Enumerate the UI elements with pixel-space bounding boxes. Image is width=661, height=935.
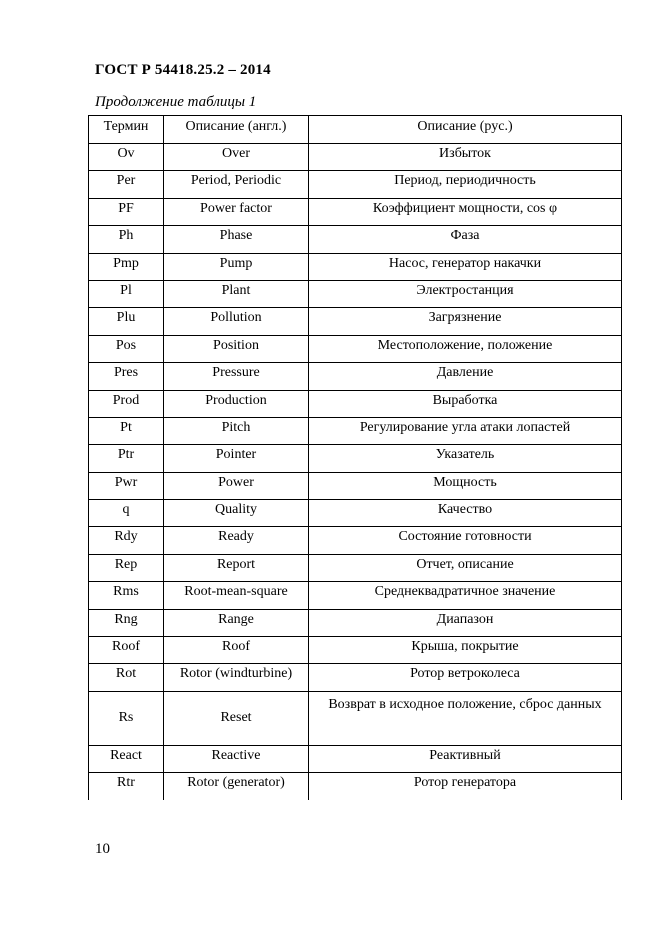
table-row xyxy=(89,198,622,225)
table-row xyxy=(89,280,622,307)
term-cell: Plu xyxy=(89,308,164,335)
en-description-cell: Phase xyxy=(164,226,309,253)
term-cell: Rep xyxy=(89,554,164,581)
table-row xyxy=(89,417,622,444)
en-description-cell: Rotor (generator) xyxy=(164,773,309,800)
ru-description-cell: Избыток xyxy=(309,144,622,171)
table-row xyxy=(89,637,622,664)
table-row xyxy=(89,335,622,362)
en-description-cell: Pollution xyxy=(164,308,309,335)
ru-description-cell: Период, периодичность xyxy=(309,171,622,198)
en-description-cell: Quality xyxy=(164,500,309,527)
table-row xyxy=(89,745,622,772)
en-description-cell: Power xyxy=(164,472,309,499)
header-row xyxy=(89,116,622,144)
term-cell: Pl xyxy=(89,280,164,307)
table-row xyxy=(89,527,622,554)
ru-description-cell: Отчет, описание xyxy=(309,554,622,581)
ru-description-cell: Ротор ветроколеса xyxy=(309,664,622,691)
column-header-en: Описание (англ.) xyxy=(164,116,309,144)
ru-description-cell: Диапазон xyxy=(309,609,622,636)
en-description-cell: Reset xyxy=(164,691,309,745)
term-cell: PF xyxy=(89,198,164,225)
en-description-cell: Pressure xyxy=(164,363,309,390)
ru-description-cell: Выработка xyxy=(309,390,622,417)
term-cell: Pos xyxy=(89,335,164,362)
en-description-cell: Rotor (windturbine) xyxy=(164,664,309,691)
en-description-cell: Pump xyxy=(164,253,309,280)
en-description-cell: Report xyxy=(164,554,309,581)
terms-table xyxy=(88,115,622,800)
ru-description-cell: Указатель xyxy=(309,445,622,472)
term-cell: Rdy xyxy=(89,527,164,554)
term-cell: q xyxy=(89,500,164,527)
table-row xyxy=(89,445,622,472)
ru-description-cell: Мощность xyxy=(309,472,622,499)
term-cell: Rot xyxy=(89,664,164,691)
column-header-term: Термин xyxy=(89,116,164,144)
table-row xyxy=(89,609,622,636)
ru-description-cell: Местоположение, положение xyxy=(309,335,622,362)
term-cell: React xyxy=(89,745,164,772)
en-description-cell: Root-mean-square xyxy=(164,582,309,609)
ru-description-cell: Качество xyxy=(309,500,622,527)
table-row xyxy=(89,500,622,527)
term-cell: Pwr xyxy=(89,472,164,499)
term-cell: Pt xyxy=(89,417,164,444)
ru-description-cell: Коэффициент мощности, cos φ xyxy=(309,198,622,225)
table-row xyxy=(89,664,622,691)
table-row xyxy=(89,554,622,581)
en-description-cell: Production xyxy=(164,390,309,417)
term-cell: Rng xyxy=(89,609,164,636)
table-row xyxy=(89,472,622,499)
en-description-cell: Pitch xyxy=(164,417,309,444)
en-description-cell: Position xyxy=(164,335,309,362)
en-description-cell: Reactive xyxy=(164,745,309,772)
en-description-cell: Pointer xyxy=(164,445,309,472)
ru-description-cell: Давление xyxy=(309,363,622,390)
ru-description-cell: Реактивный xyxy=(309,745,622,772)
term-cell: Pmp xyxy=(89,253,164,280)
ru-description-cell: Загрязнение xyxy=(309,308,622,335)
table-caption: Продолжение таблицы 1 xyxy=(95,94,257,110)
ru-description-cell: Среднеквадратичное значение xyxy=(309,582,622,609)
term-cell: Ptr xyxy=(89,445,164,472)
ru-description-cell: Состояние готовности xyxy=(309,527,622,554)
table-row xyxy=(89,390,622,417)
table-row xyxy=(89,308,622,335)
en-description-cell: Over xyxy=(164,144,309,171)
ru-description-cell: Насос, генератор накачки xyxy=(309,253,622,280)
table-row xyxy=(89,226,622,253)
term-cell: Rms xyxy=(89,582,164,609)
term-cell: Ph xyxy=(89,226,164,253)
page-number: 10 xyxy=(95,841,110,857)
ru-description-cell: Ротор генератора xyxy=(309,773,622,800)
term-cell: Roof xyxy=(89,637,164,664)
ru-description-cell: Крыша, покрытие xyxy=(309,637,622,664)
en-description-cell: Roof xyxy=(164,637,309,664)
table-row xyxy=(89,363,622,390)
term-cell: Rtr xyxy=(89,773,164,800)
document-header: ГОСТ Р 54418.25.2 – 2014 xyxy=(95,62,271,78)
table-row xyxy=(89,691,622,745)
column-header-ru: Описание (рус.) xyxy=(309,116,622,144)
table-row xyxy=(89,582,622,609)
term-cell: Per xyxy=(89,171,164,198)
en-description-cell: Period, Periodic xyxy=(164,171,309,198)
ru-description-cell: Электростанция xyxy=(309,280,622,307)
table-body xyxy=(89,144,622,800)
en-description-cell: Power factor xyxy=(164,198,309,225)
ru-description-cell: Возврат в исходное положение, сброс данных xyxy=(309,691,622,745)
term-cell: Pres xyxy=(89,363,164,390)
en-description-cell: Range xyxy=(164,609,309,636)
en-description-cell: Plant xyxy=(164,280,309,307)
table-row xyxy=(89,773,622,800)
term-cell: Prod xyxy=(89,390,164,417)
en-description-cell: Ready xyxy=(164,527,309,554)
term-cell: Ov xyxy=(89,144,164,171)
term-cell: Rs xyxy=(89,691,164,745)
table-row xyxy=(89,253,622,280)
ru-description-cell: Фаза xyxy=(309,226,622,253)
table-row xyxy=(89,171,622,198)
table-header xyxy=(89,116,622,144)
ru-description-cell: Регулирование угла атаки лопастей xyxy=(309,417,622,444)
table-row xyxy=(89,144,622,171)
